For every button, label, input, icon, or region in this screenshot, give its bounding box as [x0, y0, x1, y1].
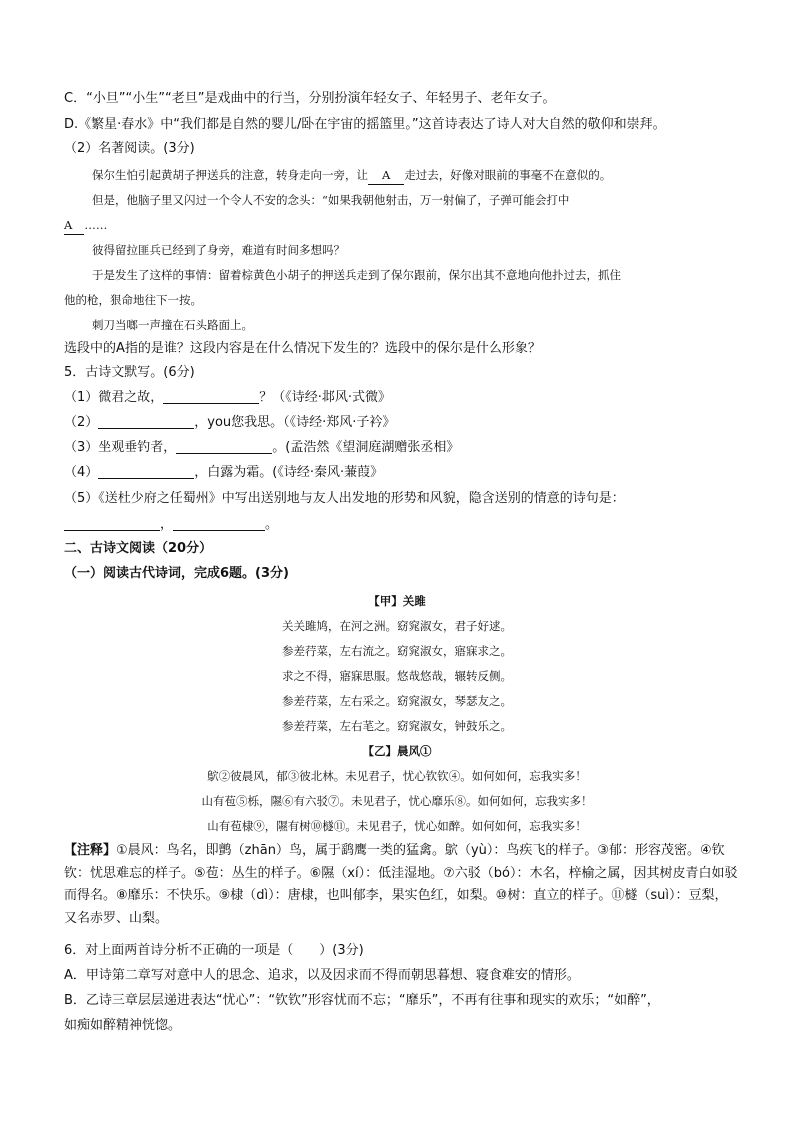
- q5-item-2: [64, 414, 395, 432]
- passage-p2b: [64, 216, 107, 235]
- passage-p3: 彼得留拉匪兵已经到了身旁，难道有时间多想吗？: [92, 243, 345, 257]
- section-2-title: 二、古诗文阅读（20分）: [64, 541, 213, 556]
- passage-p4: 于是发生了这样的事情：留着棕黄色小胡子的押送兵走到了保尔跟前，保尔出其不意地向他扑过去，抓住: [92, 268, 621, 282]
- annotations: [64, 840, 740, 930]
- q5-item-5-end: 。: [265, 517, 279, 532]
- answer-blank[interactable]: [98, 414, 194, 429]
- passage-p2b-post: ……: [84, 218, 108, 232]
- q5-item-4-post: ，白露为霜。(《诗经·秦风·蒹葭》: [194, 465, 384, 480]
- q5-item-3-pre: （3）坐观垂钓者，: [64, 440, 177, 455]
- answer-blank[interactable]: [163, 389, 259, 404]
- q6-option-b-cont: 如痴如醉精神恍惚。: [64, 1018, 182, 1033]
- answer-blank[interactable]: [173, 516, 265, 531]
- q5-item-4: [64, 464, 383, 482]
- q5-item-3-post: 。(孟浩然《望洞庭湖赠张丞相》: [272, 440, 460, 455]
- poem-a-line: 参差荇菜，左右采之。窈窕淑女，琴瑟友之。: [282, 694, 512, 708]
- passage-p1: [92, 166, 611, 185]
- answer-blank[interactable]: [64, 516, 160, 531]
- q6-option-a: A．甲诗第二章写对意中人的思念、追求，以及因求而不得而朝思暮想、寝食难安的情形。: [64, 968, 580, 983]
- poem-a-line: 参差荇菜，左右芼之。窈窕淑女，钟鼓乐之。: [282, 719, 512, 733]
- q4-option-c: C．“小旦”“小生”“老旦”是戏曲中的行当，分别扮演年轻女子、年轻男子、老年女子。: [64, 91, 556, 106]
- poem-a-line: 参差荇菜，左右流之。窈窕淑女，寤寐求之。: [282, 644, 512, 658]
- answer-blank[interactable]: [98, 464, 194, 479]
- poem-a-title: 【甲】关雎: [368, 594, 426, 608]
- q5-item-4-pre: （4）: [64, 465, 99, 480]
- annotations-text: ①晨风：鸟名，即鹯（zhān）鸟，属于鹞鹰一类的猛禽。鴥（yù）：鸟疾飞的样子。③郁：形容茂密。④钦钦：忧思难忘的样子。⑤苞：丛生的样子。⑥隰（xí）：低洼湿地。⑦六驳（bó）：木名，梓榆之属，因其树皮青白如驳而得名。⑧靡乐：不快乐。⑨棣（dì）：唐棣，也叫郁李，果实色红，如梨。⑩树：直立的样子。⑪檖（suì）：豆梨，又名赤罗、山梨。: [64, 843, 738, 926]
- q5-item-5: （5）《送杜少府之任蜀州》中写出送别地与友人出发地的形势和风貌，隐含送别的情意的诗句是：: [64, 491, 625, 506]
- q4-question: 选段中的A指的是谁？这段内容是在什么情况下发生的？选段中的保尔是什么形象？: [64, 341, 541, 356]
- passage-blank-a-2: A: [64, 216, 84, 235]
- poem-b-line: 山有苞⑤栎，隰⑥有六驳⑦。未见君子，忧心靡乐⑧。如何如何，忘我实多！: [201, 794, 593, 808]
- passage-p1-pre: 保尔生怕引起黄胡子押送兵的注意，转身走向一旁，让: [92, 168, 368, 182]
- passage-p4b: 他的枪，狠命地往下一按。: [64, 293, 202, 307]
- q6-stem: 6．对上面两首诗分析不正确的一项是（ ）(3分): [64, 943, 364, 958]
- q5-item-2-pre: （2）: [64, 415, 99, 430]
- q5-item-3: [64, 439, 459, 457]
- q5-item-1-post: ？（《诗经·邶风·式微》: [259, 390, 392, 405]
- poem-b-line: 山有苞棣⑨，隰有树⑩檖⑪。未见君子，忧心如醉。如何如何，忘我实多！: [207, 819, 587, 833]
- q6-option-b: B．乙诗三章层层递进表达“忧心”：“钦钦”形容忧而不忘；“靡乐”，不再有往事和现实的欢乐；“如醉”，: [64, 993, 660, 1008]
- answer-blank[interactable]: [176, 439, 272, 454]
- poem-a-line: 关关雎鸠，在河之洲。窈窕淑女，君子好逑。: [282, 619, 512, 633]
- passage-blank-a: A: [368, 166, 404, 185]
- passage-p5: 刺刀当啷一声撞在石头路面上。: [92, 318, 253, 332]
- q5-title: 5．古诗文默写。(6分): [64, 365, 195, 380]
- poem-a-line: 求之不得，寤寐思服。悠哉悠哉，辗转反侧。: [282, 669, 512, 683]
- q4-sub2-title: （2）名著阅读。(3分): [64, 141, 195, 156]
- section-2-sub1: （一）阅读古代诗词，完成6题。(3分): [64, 566, 289, 581]
- q5-item-1-pre: （1）微君之故，: [64, 390, 164, 405]
- q5-item-5-comma: ，: [160, 517, 174, 532]
- passage-p1-post: 走过去，好像对眼前的事毫不在意似的。: [404, 168, 612, 182]
- poem-b-title: 【乙】晨风①: [362, 744, 432, 758]
- q5-item-2-post: ，you您我思。（《诗经·郑风·子衿》: [194, 415, 396, 430]
- q5-item-1: [64, 389, 391, 407]
- poem-b-line: 鴥②彼晨风，郁③彼北林。未见君子，忧心钦钦④。如何如何，忘我实多！: [207, 769, 587, 783]
- q4-option-d: D.《繁星·春水》中“我们都是自然的婴儿/卧在宇宙的摇篮里。”这首诗表达了诗人对大自然的敬仰和崇拜。: [64, 117, 666, 132]
- q5-item-5-answer: [64, 516, 278, 534]
- passage-p2: 但是，他脑子里又闪过一个令人不安的念头：“如果我朝他射击，万一射偏了，子弹可能会打中: [92, 193, 570, 207]
- annotations-label: 【注释】: [64, 843, 117, 858]
